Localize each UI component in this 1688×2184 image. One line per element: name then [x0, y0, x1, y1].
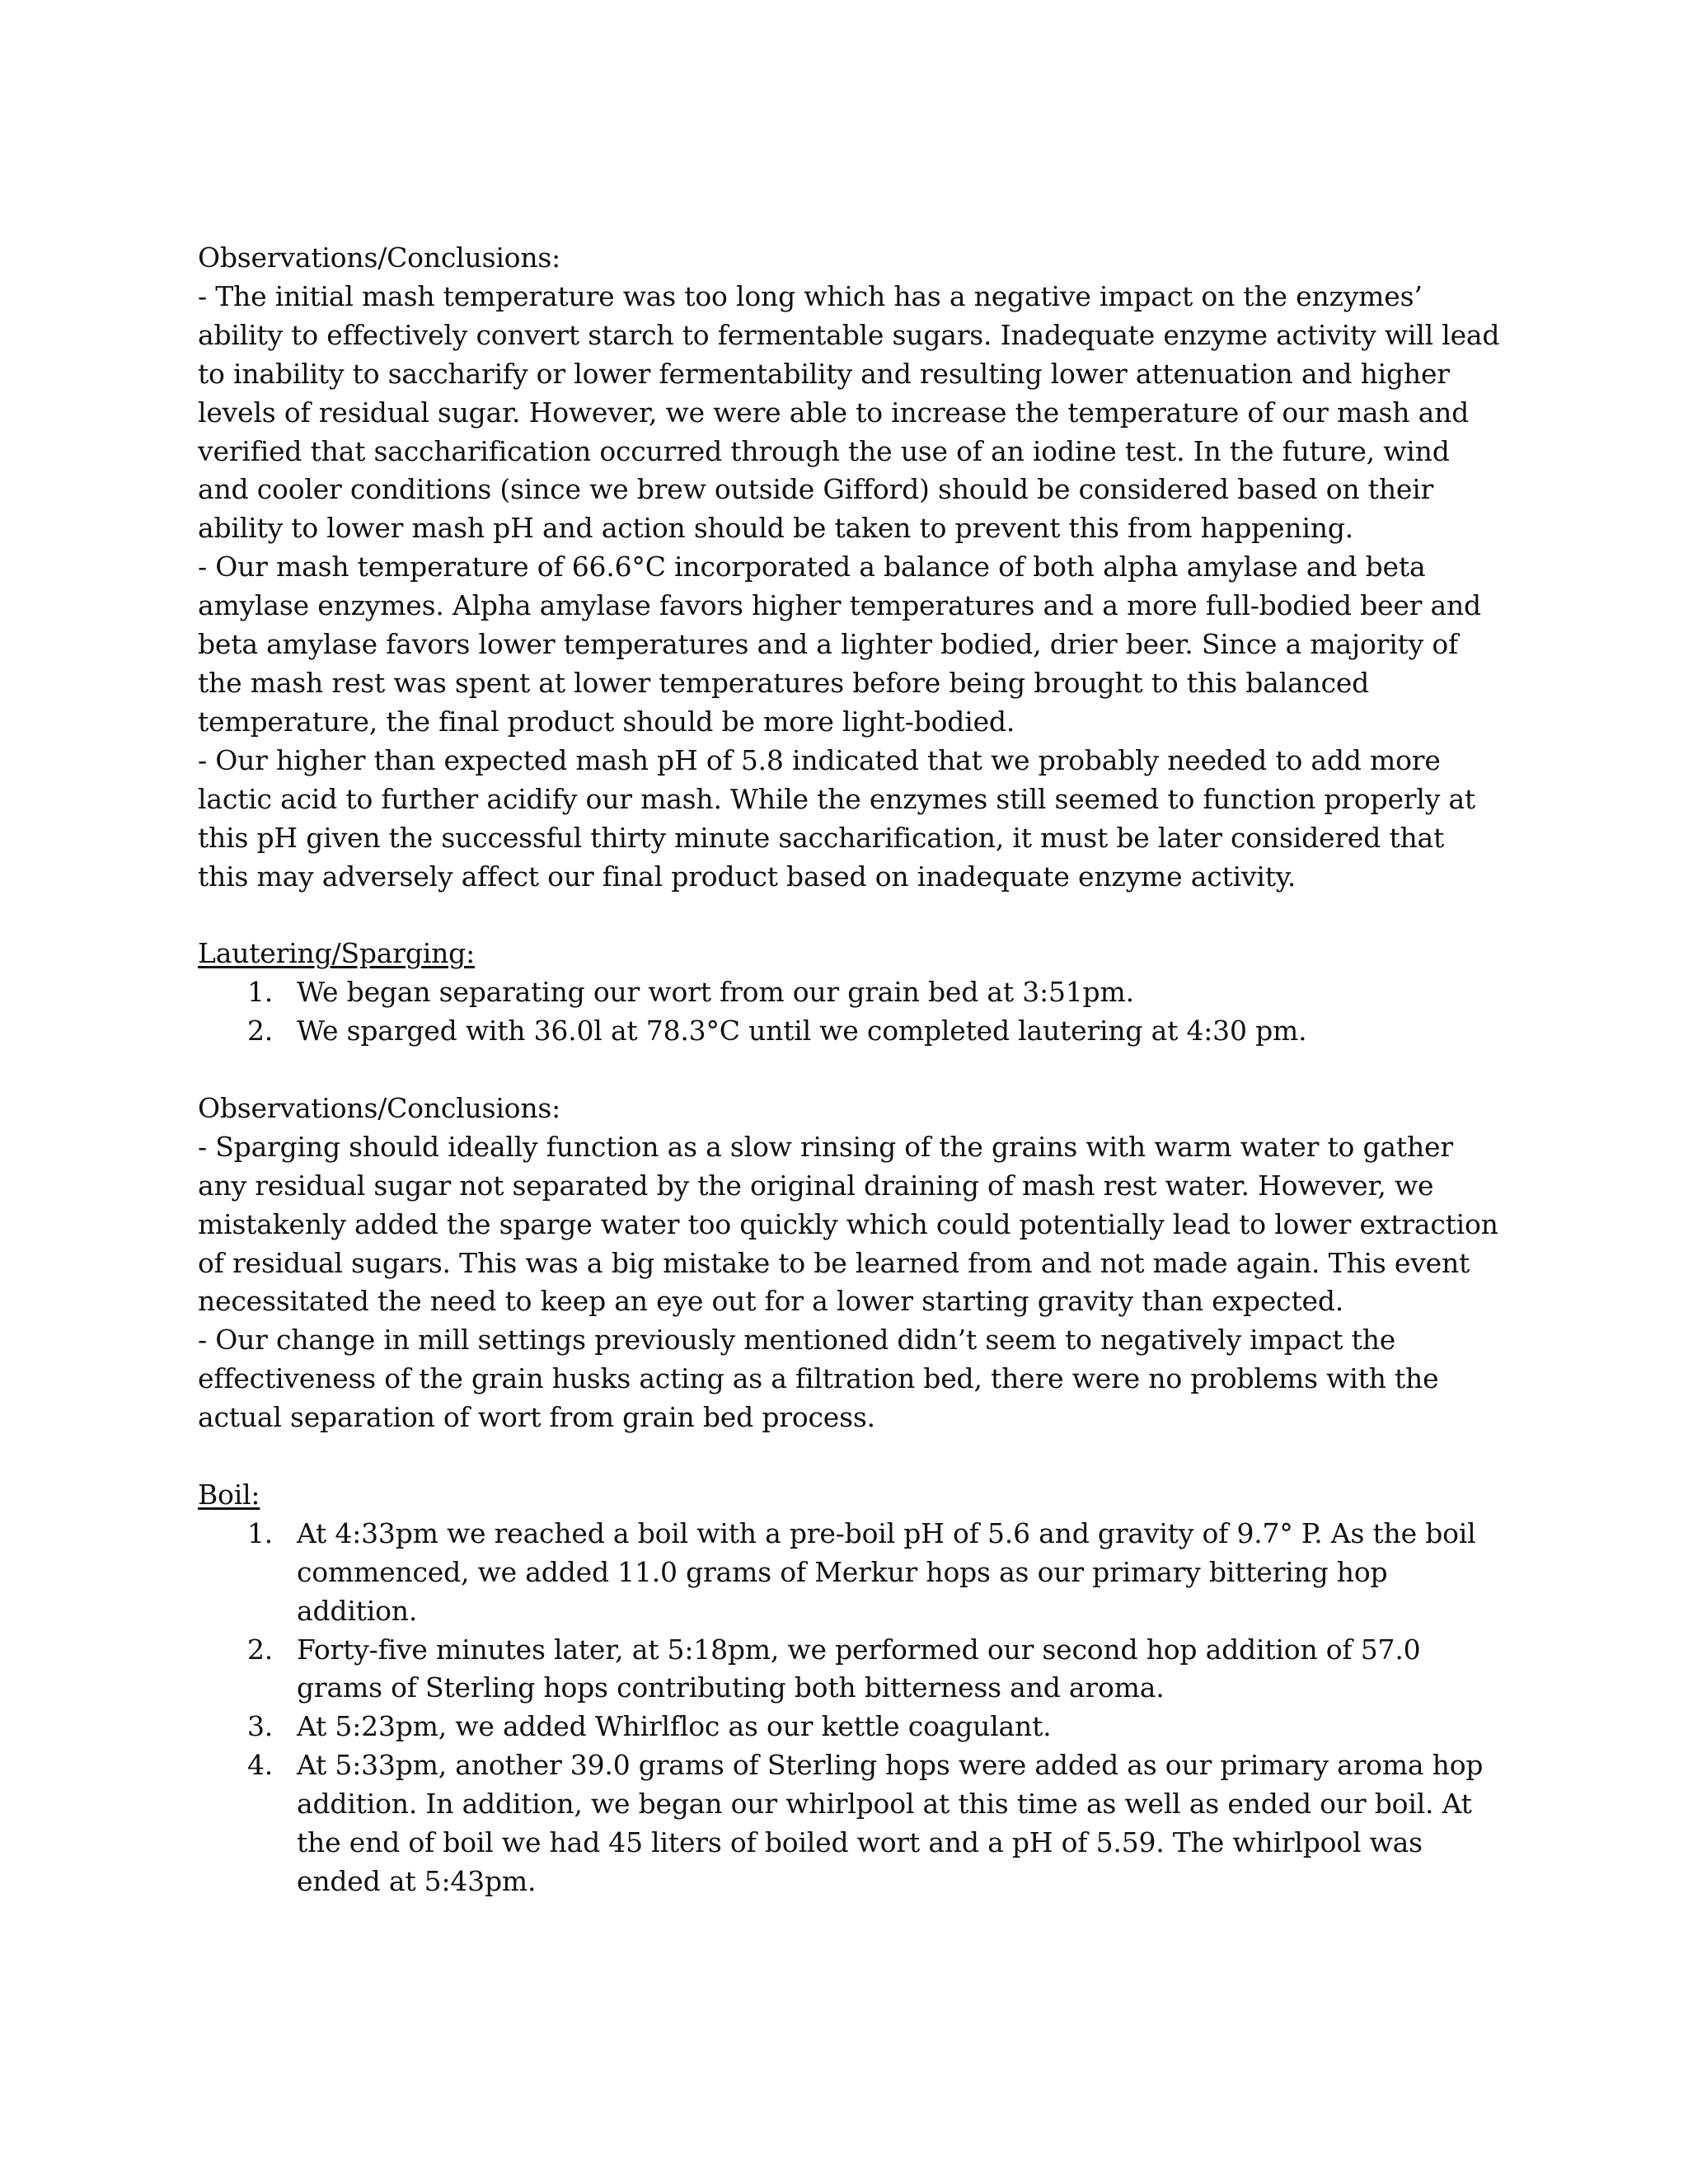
list-item-text: At 4:33pm we reached a boil with a pre-boil pH of 5.6 and gravity of 9.7° P. As the boil commenced, we added 11.0 grams of Merkur hops as our primary bittering hop addition. — [297, 1516, 1476, 1627]
mash-observation-paragraph: - Our higher than expected mash pH of 5.8 indicated that we probably needed to add more lactic acid to further acidify our mash. While the enzymes still seemed to function properly at this pH given the successful thirty minute saccharification, it must be later considered that this may adversely affect our final product based on inadequate enzyme activity. — [198, 743, 1475, 893]
list-item-text: We sparged with 36.0l at 78.3°C until we completed lautering at 4:30 pm. — [297, 1015, 1307, 1047]
lautering-observation-paragraph: - Our change in mill settings previously mentioned didn’t seem to negatively impact the effectiveness of the grain husks acting as a filtration bed, there were no problems with the actual separation of wort from grain bed process. — [198, 1324, 1439, 1434]
spacer — [198, 896, 1500, 935]
spacer — [198, 1437, 1500, 1476]
boil-heading: Boil: — [198, 1478, 260, 1511]
list-item — [198, 1515, 1500, 1631]
list-item-text: Forty-five minutes later, at 5:18pm, we performed our second hop addition of 57.0 grams of Sterling hops contributing both bitterness and aroma. — [297, 1633, 1421, 1704]
list-item — [198, 1012, 1500, 1051]
list-item-text: At 5:23pm, we added Whirlfloc as our kettle coagulant. — [297, 1710, 1052, 1743]
lautering-heading: Lautering/Sparging: — [198, 937, 476, 970]
list-number: 1. — [247, 1516, 274, 1549]
list-item — [198, 973, 1500, 1012]
list-number: 4. — [247, 1749, 274, 1782]
lautering-steps-list — [198, 973, 1500, 1051]
list-item — [198, 1631, 1500, 1708]
list-item-text: We began separating our wort from our grain bed at 3:51pm. — [297, 976, 1134, 1009]
list-item — [198, 1708, 1500, 1746]
lautering-observation-paragraph: - Sparging should ideally function as a slow rinsing of the grains with warm water to gather any residual sugar not separated by the original draining of mash rest water. However, we mistakenly added the sparge water too quickly which could potentially lead to lower extraction of residual sugars. This was a big mistake to be learned from and not made again. This event necessitated the need to keep an eye out for a lower starting gravity than expected. — [198, 1130, 1498, 1318]
lautering-observations-heading: Observations/Conclusions: — [198, 1091, 561, 1124]
spacer — [198, 1051, 1500, 1090]
list-item — [198, 1746, 1500, 1901]
mash-observation-paragraph: - The initial mash temperature was too long which has a negative impact on the enzymes’ ability to effectively convert starch to fermentable sugars. Inadequate enzyme activity will lead to inability to saccharify or lower fermentability and resulting lower attenuation and higher levels of residual sugar. However, we were able to increase the temperature of our mash and verified that saccharification occurred through the use of an iodine test. In the future, wind and cooler conditions (since we brew outside Gifford) should be considered based on their ability to lower mash pH and action should be taken to prevent this from happening. — [198, 279, 1500, 545]
mash-observation-paragraph: - Our mash temperature of 66.6°C incorporated a balance of both alpha amylase and beta amylase enzymes. Alpha amylase favors higher temperatures and a more full-bodied beer and beta amylase favors lower temperatures and a lighter bodied, drier beer. Since a majority of the mash rest was spent at lower temperatures before being brought to this balanced temperature, the final product should be more light-bodied. — [198, 551, 1481, 738]
list-item-text: At 5:33pm, another 39.0 grams of Sterling hops were added as our primary aroma hop addition. In addition, we began our whirlpool at this time as well as ended our boil. At the end of boil we had 45 liters of boiled wort and a pH of 5.59. The whirlpool was ended at 5:43pm. — [297, 1749, 1484, 1898]
document-page — [198, 239, 1500, 1901]
list-number: 2. — [247, 1633, 274, 1666]
mash-observations-heading: Observations/Conclusions: — [198, 241, 561, 274]
boil-steps-list — [198, 1515, 1500, 1901]
list-number: 2. — [247, 1015, 274, 1047]
list-number: 3. — [247, 1710, 274, 1743]
list-number: 1. — [247, 976, 274, 1009]
